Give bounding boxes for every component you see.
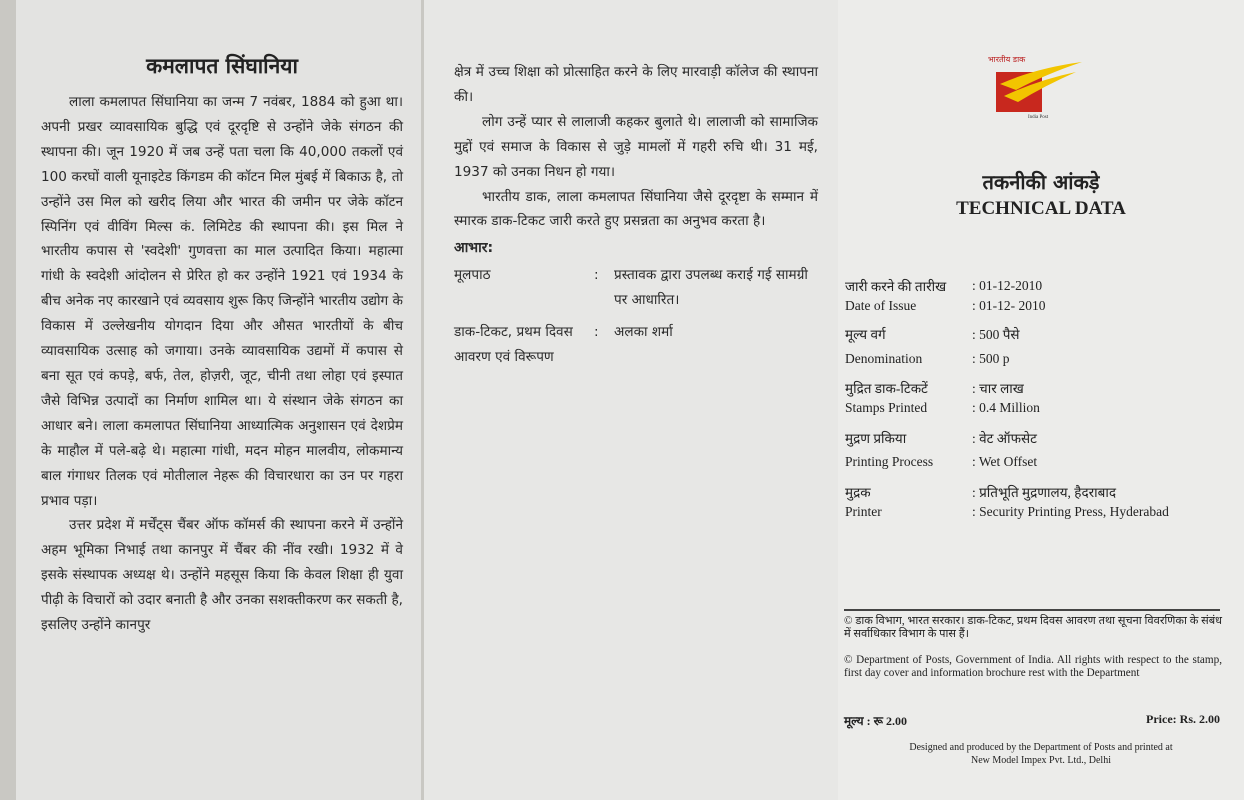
spec-label: मुद्रक bbox=[845, 485, 871, 500]
acknowledgement-row bbox=[454, 320, 818, 369]
acknowledgement-value: अलका शर्मा bbox=[614, 324, 673, 341]
logo-caption-hi: भारतीय डाक bbox=[988, 55, 1026, 64]
price-hi: मूल्य : रू 2.00 bbox=[844, 714, 907, 728]
spec-value: : वेट ऑफसेट bbox=[972, 431, 1037, 446]
divider bbox=[844, 609, 1220, 611]
copyright-hi: © डाक विभाग, भारत सरकार। डाक-टिकट, प्रथम दिवस आवरण तथा सूचना विवरणिका के संबंध में सर्वाधिकार विभाग के पास हैं। bbox=[844, 615, 1222, 641]
spec-value: : 500 p bbox=[972, 351, 1010, 366]
spec-label: Stamps Printed bbox=[845, 400, 928, 415]
spec-label: मुद्रण प्रकिया bbox=[845, 431, 907, 446]
acknowledgement-colon: : bbox=[594, 324, 599, 341]
price-en: Price: Rs. 2.00 bbox=[1146, 712, 1220, 726]
copyright-en: © Department of Posts, Government of India. All rights with respect to the stamp, first day cover and information brochure rest with the Department bbox=[844, 654, 1222, 680]
spec-block-printing-process bbox=[845, 428, 1235, 472]
spec-block-stamps-printed bbox=[845, 378, 1235, 418]
credit-block bbox=[838, 742, 1244, 767]
biography-paragraph-5: भारतीय डाक, लाला कमलापत सिंघानिया जैसे दूरदृष्टा के सम्मान में स्मारक डाक-टिकट जारी करते हुए प्रसन्नता का अनुभव करता है। bbox=[454, 188, 818, 230]
biography-paragraph-4: लोग उन्हें प्यार से लालाजी कहकर बुलाते थे। लालाजी को सामाजिक मुद्दों एवं समाज के विकास से जुड़े मामलों में गहरी रुचि थी। 31 मई, 1937 को उनका निधन हो गया। bbox=[454, 113, 818, 180]
acknowledgement-heading: आभार: bbox=[454, 240, 494, 257]
middle-page bbox=[424, 0, 838, 800]
spec-label: Printer bbox=[845, 504, 882, 519]
technical-data-title-hi: तकनीकी आंकड़े bbox=[982, 170, 1100, 194]
spec-label: Printing Process bbox=[845, 454, 934, 469]
page-title: कमलापत सिंघानिया bbox=[146, 54, 298, 78]
acknowledgement-value: प्रस्तावक द्वारा उपलब्ध कराई गई सामग्री पर आधारित। bbox=[614, 267, 808, 308]
right-page bbox=[838, 0, 1244, 800]
spec-value: : 500 पैसे bbox=[972, 327, 1020, 342]
spec-value: : 01-12-2010 bbox=[972, 278, 1043, 293]
spec-value: : 0.4 Million bbox=[972, 400, 1040, 415]
spec-value: : प्रतिभूति मुद्रणालय, हैदराबाद bbox=[972, 485, 1117, 500]
spec-value: : चार लाख bbox=[972, 381, 1024, 396]
spec-value: : Wet Offset bbox=[972, 454, 1038, 469]
india-post-logo-icon bbox=[986, 58, 1086, 120]
spec-block-date bbox=[845, 276, 1235, 316]
spec-label: Denomination bbox=[845, 351, 923, 366]
credit-line: Designed and produced by the Department of Posts and printed at bbox=[909, 742, 1173, 753]
credit-line: New Model Impex Pvt. Ltd., Delhi bbox=[971, 754, 1111, 766]
acknowledgement-label: मूलपाठ bbox=[454, 267, 491, 284]
logo-caption-en: India Post bbox=[1028, 115, 1049, 120]
spec-label: मुद्रित डाक-टिकटें bbox=[845, 381, 928, 396]
spec-value: : Security Printing Press, Hyderabad bbox=[972, 504, 1169, 519]
spec-block-denomination bbox=[845, 324, 1235, 369]
acknowledgement-label: डाक-टिकट, प्रथम दिवस आवरण एवं विरूपण bbox=[454, 324, 573, 365]
acknowledgement-row bbox=[454, 263, 818, 312]
acknowledgement-colon: : bbox=[594, 267, 599, 284]
spec-value: : 01-12- 2010 bbox=[972, 298, 1046, 313]
spec-label: Date of Issue bbox=[845, 298, 917, 313]
biography-paragraph-2: उत्तर प्रदेश में मर्चेंट्स चैंबर ऑफ कॉमर्स की स्थापना करने में उन्होंने अहम भूमिका निभाई तथा कानपुर में चैंबर की नींव रखी। 1932 में वे इसके संस्थापक अध्यक्ष थे। उन्होंने महसूस किया कि केवल शिक्षा ही युवा पीढ़ी के विचारों को उदार बनाती है और उनका सशक्तीकरण कर सकती है, इसलिए उन्होंने कानपुर bbox=[41, 517, 403, 634]
technical-data-title-en: TECHNICAL DATA bbox=[956, 198, 1126, 219]
spec-label: जारी करने की तारीख bbox=[845, 279, 947, 294]
biography-paragraph-3: क्षेत्र में उच्च शिक्षा को प्रोत्साहित करने के लिए मारवाड़ी कॉलेज की स्थापना की। bbox=[454, 64, 818, 105]
spec-label: मूल्य वर्ग bbox=[845, 327, 886, 342]
biography-paragraph-1: लाला कमलापत सिंघानिया का जन्म 7 नवंबर, 1884 को हुआ था। अपनी प्रखर व्यावसायिक बुद्धि एवं दूरदृष्टि से उन्होंने जेके संगठन की स्थापना की। जून 1920 में जब उन्हें पता चला कि 40,000 तकलों एवं 100 करघों वाली यूनाइटेड किंगडम की कॉटन मिल मुंबई में बिकाऊ है, तो उन्होंने उस मिल को खरीद लिया और भारत की जमीन पर जेके कॉटन स्पिनिंग एवं वीविंग मिल्स कं. लिमिटेड की स्थापना की। इस मिल ने भारतीय कपास से 'स्वदेशी' गुणवत्ता का माल उत्पादित किया। महात्मा गांधी के स्वदेशी आंदोलन से प्रेरित हो कर उन्होंने 1921 एवं 1934 के बीच अनेक नए कारखाने एवं व्यवसाय शुरू किए जिन्होंने भारतीय उद्योग के विकास में उल्लेखनीय योगदान दिया और औसत भारतीयों के बीच व्यावसायिक उत्साह को जगाया। उनके व्यावसायिक उद्यमों में कपास से बना सूत एवं कपड़े, बर्फ, तेल, होज़री, जूट, चीनी तथा लोहा एवं इस्पात जैसे विभिन्न उत्पादों का निर्माण शामिल था। ये संस्थान जेके संगठन का आधार बने। लाला कमलापत सिंघानिया आध्यात्मिक अनुशासन एवं देशप्रेम के माहौल में पले-बढ़े थे। महात्मा गांधी, मदन मोहन मालवीय, लोकमान्य बाल गंगाधर तिलक एवं मोतीलाल नेहरू की विचारधारा का उन पर गहरा प्रभाव पड़ा। bbox=[41, 94, 403, 509]
spec-block-printer bbox=[845, 482, 1235, 522]
left-page bbox=[16, 0, 421, 800]
